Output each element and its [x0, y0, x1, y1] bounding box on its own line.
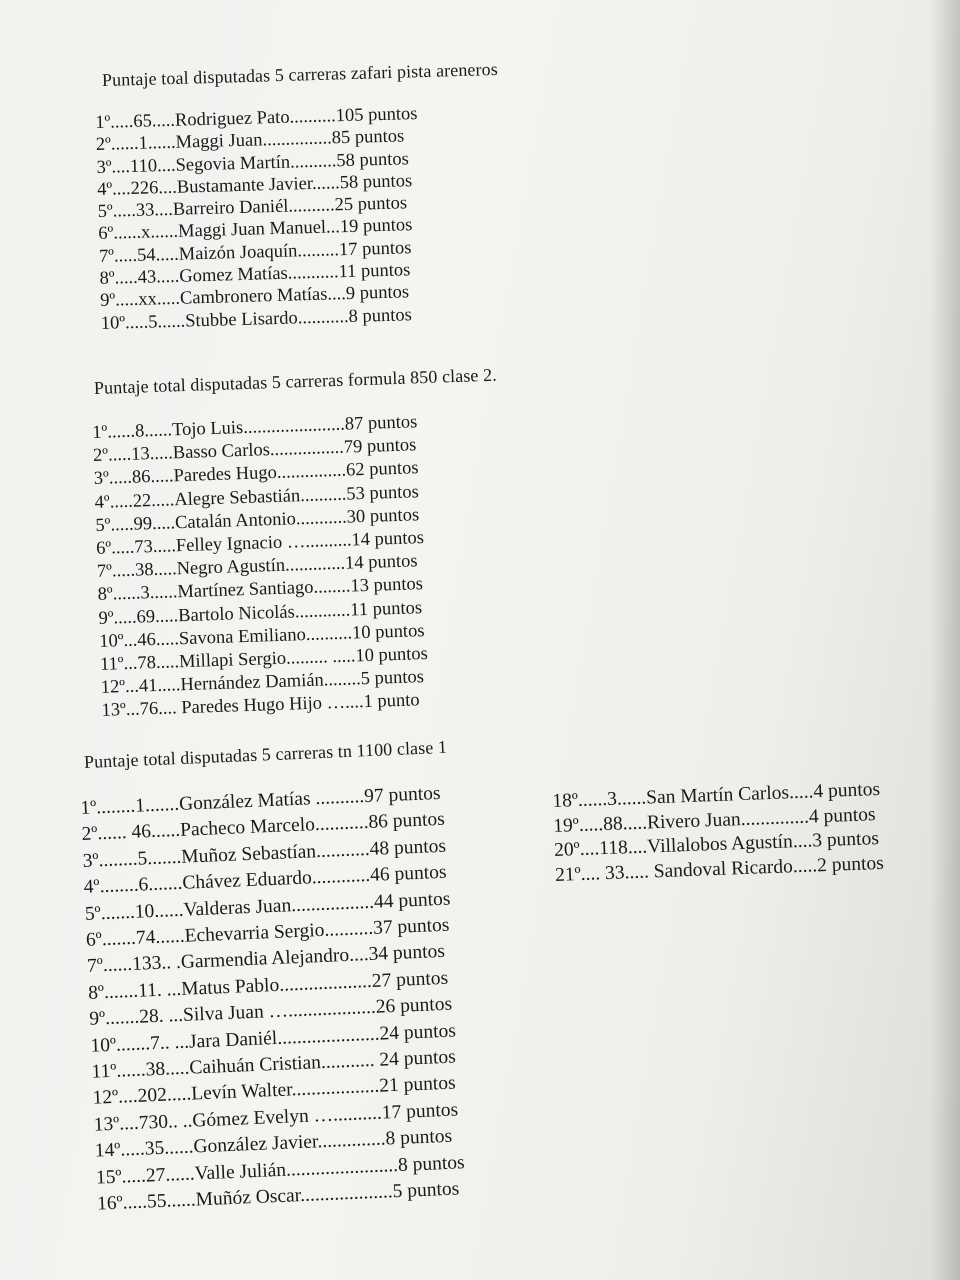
result-row: 21º.... 33..... Sandoval Ricardo.....2 puntos — [554, 852, 885, 886]
result-row: 7º......133.. .Garmendia Alejandro....34 puntos — [86, 941, 446, 978]
result-row: 7º.....54.....Maizón Joaquín.........17 puntos — [98, 238, 412, 267]
result-row: 10º.......7.. ...Jara Daniél.....................24 puntos — [90, 1020, 457, 1057]
result-row: 6º.......74......Echevarria Sergio..........37 puntos — [85, 914, 450, 951]
result-row: 5º.....33....Barreiro Daniél..........25 puntos — [97, 193, 408, 223]
result-row: 16º.....55......Muñóz Oscar...................5 puntos — [96, 1178, 460, 1215]
result-row: 1º.....65.....Rodriguez Pato..........105 puntos — [95, 104, 418, 133]
result-row: 6º......x......Maggi Juan Manuel...19 puntos — [98, 215, 413, 245]
result-row: 6º.....73.....Felley Ignacio …..........14 puntos — [95, 528, 425, 559]
result-row: 4º........6.......Chávez Eduardo............46 puntos — [83, 861, 447, 899]
section-title-zafari: Puntaje toal disputadas 5 carreras zafari pista areneros — [101, 58, 499, 90]
result-row: 7º.....38.....Negro Agustín.............14 puntos — [96, 551, 418, 583]
result-row: 12º....202.....Levín Walter..................21 puntos — [92, 1073, 457, 1110]
results-list-formula-850 — [92, 411, 430, 723]
section-title-formula-850: Puntaje total disputadas 5 carreras formula 850 clase 2. — [93, 364, 498, 398]
result-row: 2º...... 46......Pacheco Marcelo...........86 puntos — [81, 809, 446, 846]
result-row: 13º...76.... Paredes Hugo Hijo …....1 punto — [101, 690, 420, 722]
result-row: 9º.......28. ...Silva Juan …..................26 puntos — [88, 993, 453, 1031]
result-row: 8º.......11. ...Matus Pablo...................27 puntos — [87, 967, 449, 1004]
result-row: 2º......1......Maggi Juan...............85 puntos — [95, 126, 405, 156]
result-row: 20º....118....Villalobos Agustín....3 puntos — [553, 828, 880, 862]
result-row: 15º.....27......Valle Julián.......................8 puntos — [95, 1151, 466, 1189]
result-row: 10º.....5......Stubbe Lisardo...........8 puntos — [100, 304, 413, 334]
result-row: 1º......8......Tojo Luis......................87 puntos — [92, 412, 418, 443]
result-row: 9º.....69.....Bartolo Nicolás............11 puntos — [98, 597, 423, 629]
result-row: 11º...78.....Millapi Sergio......... .....10 puntos — [99, 644, 429, 675]
result-row: 4º....226....Bustamante Javier......58 puntos — [96, 171, 413, 200]
result-row: 19º.....88.....Rivero Juan..............4 puntos — [552, 803, 876, 837]
result-row: 8º......3......Martínez Santiago........13 puntos — [97, 574, 424, 606]
result-row: 1º........1.......González Matías ..........97 puntos — [80, 782, 441, 819]
result-row: 3º........5.......Muñoz Sebastían...........48 puntos — [82, 835, 447, 872]
results-list-tn-1100 — [80, 781, 466, 1219]
result-row: 2º.....13.....Basso Carlos................79 puntos — [92, 435, 417, 467]
section-title-tn-1100: Puntaje total disputadas 5 carreras tn 1100 clase 1 — [83, 736, 448, 772]
result-row: 12º...41.....Hernández Damián........5 puntos — [100, 667, 425, 699]
result-row: 3º.....86.....Paredes Hugo...............62 puntos — [93, 458, 419, 490]
result-row: 14º.....35......González Javier..............8 puntos — [94, 1126, 453, 1162]
result-row: 13º....730.. ..Gómez Evelyn …..........17 puntos — [93, 1099, 459, 1136]
result-row: 8º.....43.....Gomez Matías...........11 puntos — [99, 260, 411, 290]
result-row: 3º....110....Segovia Martín..........58 puntos — [96, 148, 410, 178]
result-row: 11º......38.....Caihuán Cristian........... 24 puntos — [91, 1046, 457, 1083]
results-list-zafari — [95, 103, 423, 335]
result-row: 9º.....xx.....Cambronero Matías....9 puntos — [100, 282, 410, 312]
result-row: 10º...46.....Savona Emiliano..........10 puntos — [98, 620, 425, 652]
paper-edge-shadow — [930, 0, 960, 1280]
results-list-tn-1100-right — [552, 778, 884, 888]
result-row: 5º.......10......Valderas Juan.................44 puntos — [84, 888, 451, 925]
result-row: 18º......3......San Martín Carlos.....4 puntos — [552, 778, 881, 812]
result-row: 5º.....99.....Catalán Antonio...........30 puntos — [95, 505, 420, 536]
result-row: 4º.....22.....Alegre Sebastián..........53 puntos — [94, 481, 420, 513]
